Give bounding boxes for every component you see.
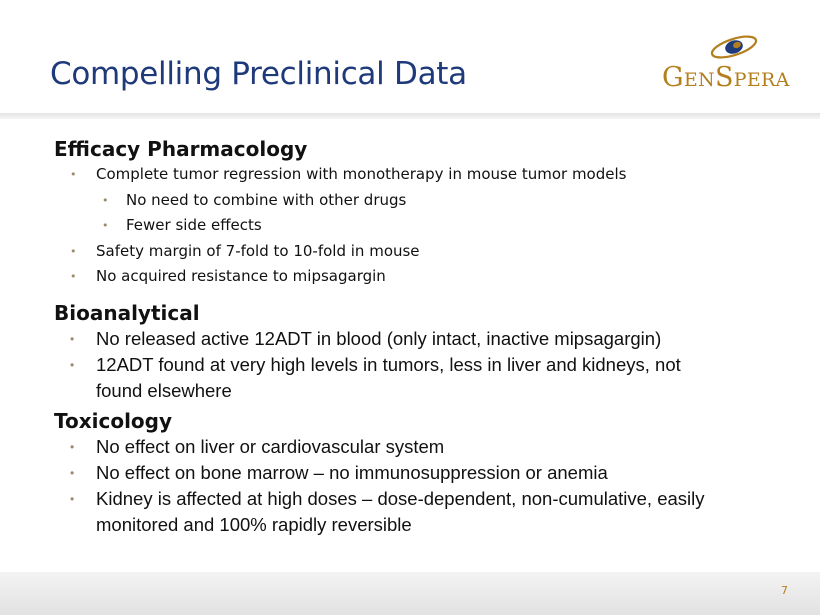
bullet-icon: •: [70, 168, 77, 181]
bullet-icon: •: [70, 439, 75, 454]
list-item: • 12ADT found at very high levels in tumors, less in liver and kidneys, not found elsewhere: [70, 353, 681, 401]
list-item: • No acquired resistance to mipsagargin: [54, 264, 794, 290]
bullet-icon: •: [70, 491, 75, 506]
bullet-icon: •: [102, 219, 109, 232]
section-bioanalytical: [54, 300, 794, 404]
list-item: • Fewer side effects: [54, 213, 794, 239]
slide-body: [54, 136, 794, 538]
bullet-icon: •: [102, 193, 109, 207]
header-divider: [0, 113, 820, 119]
section-toxicology: [54, 408, 794, 538]
list-item: • No effect on bone marrow – no immunosuppression or anemia: [54, 460, 794, 486]
logo-wordmark: GENSPERA: [662, 62, 790, 93]
section-heading: Efficacy Pharmacology: [54, 137, 308, 161]
footer-bar: [0, 572, 820, 615]
bullet-list: [54, 162, 794, 290]
list-item: • No need to combine with other drugs: [54, 188, 794, 214]
list-item: • No released active 12ADT in blood (only intact, inactive mipsagargin): [54, 326, 794, 352]
list-item: • No effect on liver or cardiovascular system: [54, 434, 794, 460]
bullet-list: [54, 434, 794, 538]
page-number: 7: [781, 584, 788, 597]
bullet-list: [54, 326, 794, 404]
bullet-icon: •: [70, 244, 77, 258]
bullet-icon: •: [70, 331, 75, 346]
list-item: • Safety margin of 7-fold to 10-fold in mouse: [54, 239, 794, 265]
section-heading: Bioanalytical: [54, 300, 200, 325]
section-heading: Toxicology: [54, 408, 173, 433]
bullet-icon: •: [70, 357, 75, 372]
list-item: • Complete tumor regression with monotherapy in mouse tumor models: [54, 162, 794, 188]
genspera-logo: [662, 34, 807, 98]
bullet-icon: •: [70, 270, 77, 283]
bullet-icon: •: [70, 465, 75, 480]
slide-title: Compelling Preclinical Data: [50, 56, 467, 92]
logo-orbit-icon: [704, 34, 760, 64]
section-efficacy-pharmacology: [54, 136, 794, 290]
list-item: • Kidney is affected at high doses – dose-dependent, non-cumulative, easily monitored and 100% rapidly reversible: [70, 487, 705, 535]
